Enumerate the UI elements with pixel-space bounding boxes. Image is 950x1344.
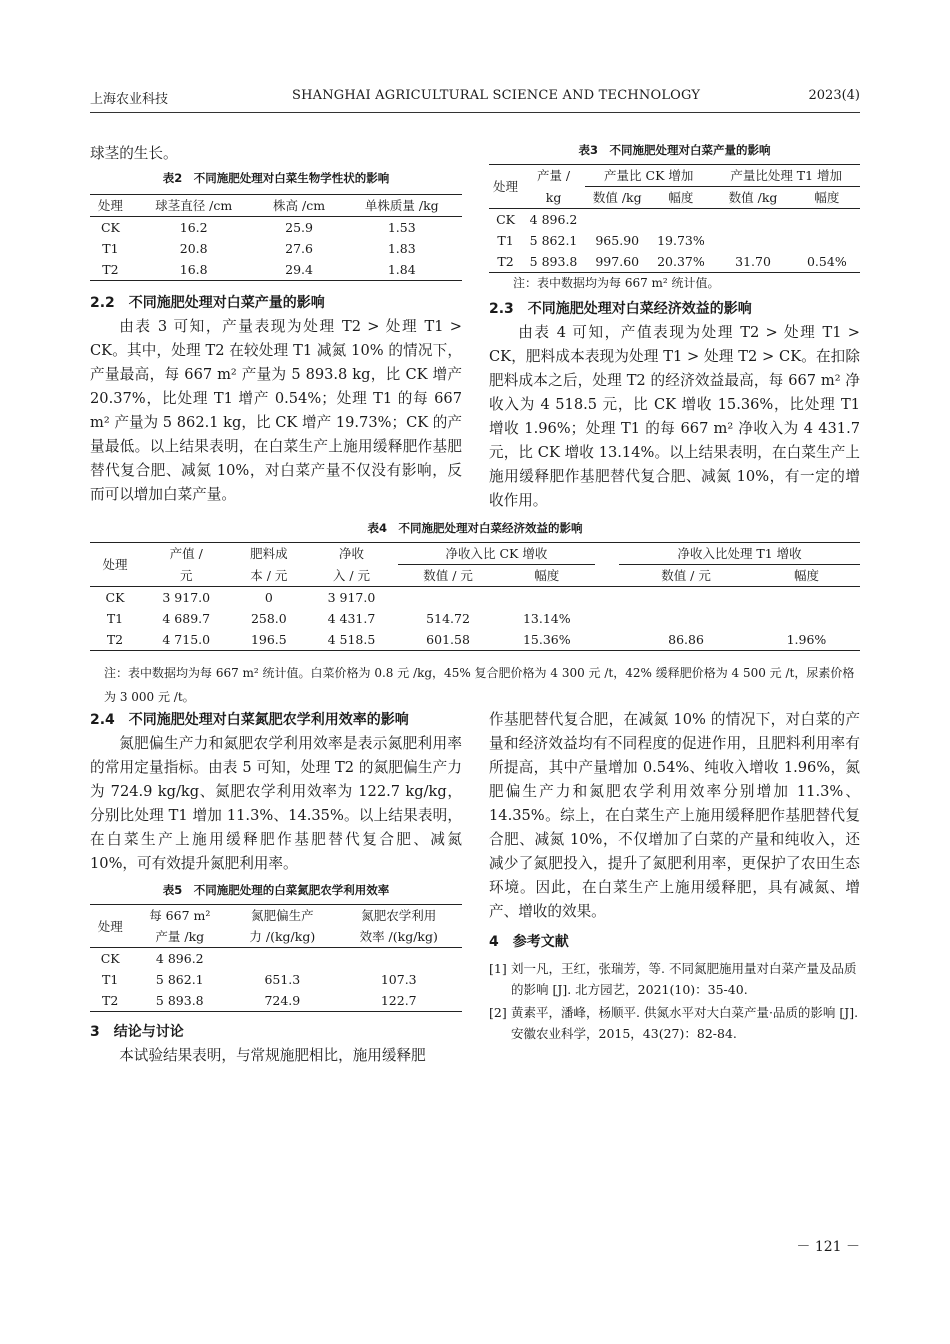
table-cell: 19.73% <box>657 233 705 248</box>
table-cell: 0.54% <box>794 251 860 273</box>
table4-header: 净收 <box>305 543 397 565</box>
table-cell <box>753 608 860 629</box>
page-number: － 121 － <box>796 1239 860 1255</box>
left-column-top <box>90 142 462 507</box>
table-row <box>90 629 860 651</box>
table3-header: 幅度 <box>649 187 712 209</box>
table-cell: 196.5 <box>232 629 305 651</box>
table-cell: 724.9 <box>229 990 335 1012</box>
table2-header: 球茎直径 /cm <box>131 195 257 217</box>
table-cell: 27.6 <box>285 241 313 256</box>
table-cell: 4 518.5 <box>305 629 397 651</box>
table-cell <box>619 608 753 629</box>
table-row <box>489 230 860 251</box>
table2-header: 处理 <box>90 195 131 217</box>
table-row <box>489 251 860 273</box>
table4-header: 肥料成 <box>232 543 305 565</box>
table-row <box>90 238 462 259</box>
section-2-4-text: 氮肥偏生产力和氮肥农学利用效率是表示氮肥利用率的常用定量指标。由表 5 可知，处理 T2 的氮肥偏生产力为 724.9 kg/kg、氮肥农学利用效率为 122.7 kg/kg，分别比处理 T1 增加 11.3%、14.35%。以上结果表明，在白菜生产上施用缓释肥作基肥替代复合肥、减氮 10%，可有效提升氮肥利用率。 <box>90 735 462 872</box>
table-cell: T2 <box>90 990 130 1012</box>
table-cell: T2 <box>489 251 522 273</box>
table5-header: 效率 /(kg/kg) <box>335 926 462 948</box>
section-2-2-title: 2.2 不同施肥处理对白菜产量的影响 <box>90 295 325 311</box>
table-row <box>90 990 462 1012</box>
table3-header: 产量比处理 T1 增加 <box>712 165 860 187</box>
table-cell: 122.7 <box>335 990 462 1012</box>
reference-number: [1] <box>489 961 507 976</box>
table-cell: T2 <box>90 629 140 651</box>
table4-caption: 表4 不同施肥处理对白菜经济效益的影响 <box>367 521 583 535</box>
table-cell: 1.96% <box>753 629 860 651</box>
table4-header: 入 / 元 <box>305 565 397 587</box>
table-cell: 20.37% <box>649 251 712 273</box>
table4-header: 净收入比处理 T1 增收 <box>619 543 860 565</box>
table3-header: 产量 / <box>522 165 585 187</box>
table3 <box>489 164 860 273</box>
table4-header: 幅度 <box>753 565 860 587</box>
table5-header: 处理 <box>90 905 130 948</box>
table-row <box>489 209 860 231</box>
table-cell: 4 431.7 <box>327 611 376 626</box>
table2-header: 株高 /cm <box>257 195 342 217</box>
issue-number: 2023(4) <box>808 88 860 103</box>
table-cell: T1 <box>102 972 119 987</box>
reference-text: 黄素平，潘峰，杨顺平. 供氮水平对大白菜产量·品质的影响 [J]. 安徽农业科学，2015，43(27)：82-84. <box>511 1005 859 1041</box>
table-cell: 5 893.8 <box>522 251 585 273</box>
section-2-3-text: 由表 4 可知，产值表现为处理 T2 > 处理 T1 > CK，肥料成本表现为处理 T1 > 处理 T2 > CK。在扣除肥料成本之后，处理 T2 的经济效益最高，每 667 m² 净收入为 4 518.5 元，比 CK 增收 15.36%，比处理 T1 增收 1.96%；处理 T1 的每 667 m² 净收入为 4 431.7 元，比 CK 增收 13.14%。以上结果表明，在白菜生产上施用缓释肥作基肥替代复合肥、减氮 10%，有一定的增收作用。 <box>489 324 860 509</box>
table-cell: CK <box>100 220 120 235</box>
table-cell: 13.14% <box>522 611 571 626</box>
right-column-bottom <box>489 708 860 1046</box>
table3-header: 数值 /kg <box>585 187 649 209</box>
table-cell: 3 917.0 <box>327 590 376 605</box>
table-cell: 997.60 <box>585 251 649 273</box>
table-cell <box>794 230 860 251</box>
table-cell: CK <box>496 212 515 227</box>
table4-header: 数值 / 元 <box>398 565 499 587</box>
table-cell: 29.4 <box>257 259 342 281</box>
table2-caption: 表2 不同施肥处理对白菜生物学性状的影响 <box>162 171 390 185</box>
table4-header: 数值 / 元 <box>619 565 753 587</box>
table2 <box>90 194 462 281</box>
table-cell: 31.70 <box>712 251 793 273</box>
table-cell: 5 862.1 <box>529 233 578 248</box>
table3-note: 注：表中数据均为每 667 m² 统计值。 <box>513 276 720 290</box>
table-cell: 5 893.8 <box>130 990 229 1012</box>
table-cell: 1.83 <box>387 241 416 256</box>
table-cell <box>229 948 335 970</box>
table-cell <box>398 587 499 609</box>
table-cell: CK <box>100 951 120 966</box>
right-column-top <box>489 142 860 513</box>
table-cell: 258.0 <box>250 611 287 626</box>
table4-spacer <box>595 587 619 609</box>
table3-header: 处理 <box>489 165 522 209</box>
table4-block <box>90 520 860 709</box>
journal-name-cn: 上海农业科技 <box>90 92 169 107</box>
table-cell: 4 715.0 <box>140 629 232 651</box>
table4-spacer <box>595 543 619 565</box>
table4-header: 产值 / <box>140 543 232 565</box>
table-cell: T1 <box>102 241 119 256</box>
reference-text: 刘一凡，王红，张瑞芳，等. 不同氮肥施用量对白菜产量及品质的影响 [J]. 北方园艺，2021(10)：35-40. <box>511 961 857 997</box>
table5-header: 氮肥农学利用 <box>335 905 462 927</box>
table5 <box>90 904 462 1012</box>
table-cell: 1.53 <box>387 220 416 235</box>
table3-header: 产量比 CK 增加 <box>585 165 712 187</box>
table-row <box>90 948 462 970</box>
table4-note: 注：表中数据均为每 667 m² 统计值。白菜价格为 0.8 元 /kg，45% 复合肥价格为 4 300 元 /t，42% 缓释肥价格为 4 500 元 /t，尿素价格为 3 000 元 /t。 <box>104 666 855 704</box>
section-2-4-title: 2.4 不同施肥处理对白菜氮肥农学利用效率的影响 <box>90 712 409 728</box>
table4-header: 元 <box>140 565 232 587</box>
table5-header: 力 /(kg/kg) <box>229 926 335 948</box>
header-rule <box>90 112 860 113</box>
table-cell: 16.8 <box>131 259 257 281</box>
table2-header: 单株质量 /kg <box>342 195 462 217</box>
table3-caption: 表3 不同施肥处理对白菜产量的影响 <box>578 143 771 157</box>
table-cell: T1 <box>497 233 514 248</box>
table-cell <box>712 209 793 231</box>
table-cell: 514.72 <box>426 611 470 626</box>
table-cell: 601.58 <box>398 629 499 651</box>
section-3-text-left: 本试验结果表明，与常规施肥相比，施用缓释肥 <box>119 1047 426 1064</box>
left-column-bottom <box>90 710 462 1068</box>
table-cell <box>619 587 753 609</box>
journal-name-en: SHANGHAI AGRICULTURAL SCIENCE AND TECHNOLOGY <box>292 88 701 103</box>
table-cell: 651.3 <box>264 972 301 987</box>
table-row <box>90 969 462 990</box>
reference-number: [2] <box>489 1005 507 1020</box>
table5-header: 氮肥偏生产 <box>229 905 335 927</box>
table-cell: T1 <box>106 611 124 626</box>
table4-spacer <box>595 608 619 629</box>
table4-header: 幅度 <box>498 565 595 587</box>
table-cell: 4 689.7 <box>162 611 211 626</box>
table-row <box>90 608 860 629</box>
reference-list <box>489 958 860 1044</box>
table-cell <box>794 209 860 231</box>
table-cell: 5 862.1 <box>155 972 204 987</box>
table-cell <box>753 587 860 609</box>
list-item <box>489 1002 860 1044</box>
table-cell <box>335 948 462 970</box>
table-cell: 107.3 <box>380 972 417 987</box>
section-3-text-right: 作基肥替代复合肥，在减氮 10% 的情况下，对白菜的产量和经济效益均有不同程度的促进作用，且肥料利用率有所提高，其中产量增加 0.54%、纯收入增收 1.96%，氮肥偏生产力和氮肥农学利用效率分别增加 11.3%、14.35%。综上，在白菜生产上施用缓释肥作基肥替代复合肥、减氮 10%，不仅增加了白菜的产量和纯收入，还减少了氮肥投入，提升了氮肥利用率，更保护了农田生态环境。因此，在白菜生产上施用缓释肥，具有减氮、增产、增收的效果。 <box>489 711 860 920</box>
table-cell: 1.84 <box>342 259 462 281</box>
table-cell: 0 <box>264 590 273 605</box>
table3-header: 数值 /kg <box>712 187 793 209</box>
table-cell: 25.9 <box>285 220 313 235</box>
table5-header: 产量 /kg <box>130 926 229 948</box>
table-cell <box>585 209 649 231</box>
table-row <box>90 587 860 609</box>
table4 <box>90 542 860 651</box>
table3-header: 幅度 <box>794 187 860 209</box>
table5-header: 每 667 m² <box>130 905 229 927</box>
section-2-2-text: 由表 3 可知，产量表现为处理 T2 > 处理 T1 > CK。其中，处理 T2 在较处理 T1 减氮 10% 的情况下，产量最高，每 667 m² 产量为 5 893.8 kg，比 CK 增产 20.37%，比处理 T1 增产 0.54%；处理 T1 的每 667 m² 产量为 5 862.1 kg，比 CK 增产 19.73%；CK 的产量最低。以上结果表明，在白菜生产上施用缓释肥作基肥替代复合肥、减氮 10%，对白菜产量不仅没有影响，反而可以增加白菜产量。 <box>90 318 462 503</box>
table-cell: 15.36% <box>498 629 595 651</box>
table-cell <box>498 587 595 609</box>
table-row <box>90 217 462 239</box>
table-cell: 20.8 <box>179 241 208 256</box>
table-cell <box>712 230 793 251</box>
table5-caption: 表5 不同施肥处理的白菜氮肥农学利用效率 <box>162 883 390 897</box>
table-cell: 4 896.2 <box>155 951 204 966</box>
table-cell: 965.90 <box>595 233 640 248</box>
table-row <box>90 259 462 281</box>
table4-header: 处理 <box>90 543 140 587</box>
table4-spacer <box>595 565 619 587</box>
table-cell: 4 896.2 <box>529 212 578 227</box>
table-cell: 86.86 <box>619 629 753 651</box>
section-2-3-title: 2.3 不同施肥处理对白菜经济效益的影响 <box>489 301 752 317</box>
table-cell: CK <box>105 590 125 605</box>
table-cell: 16.2 <box>179 220 208 235</box>
table-cell: T2 <box>90 259 131 281</box>
table4-header: 本 / 元 <box>232 565 305 587</box>
left-top-text: 球茎的生长。 <box>90 145 178 162</box>
table4-spacer <box>595 629 619 651</box>
table-cell <box>649 209 712 231</box>
section-4-title: 4 参考文献 <box>489 934 569 950</box>
list-item <box>489 958 860 1000</box>
table3-header: kg <box>522 187 585 209</box>
section-3-title: 3 结论与讨论 <box>90 1024 184 1040</box>
table4-header: 净收入比 CK 增收 <box>398 543 595 565</box>
table-cell: 3 917.0 <box>162 590 211 605</box>
